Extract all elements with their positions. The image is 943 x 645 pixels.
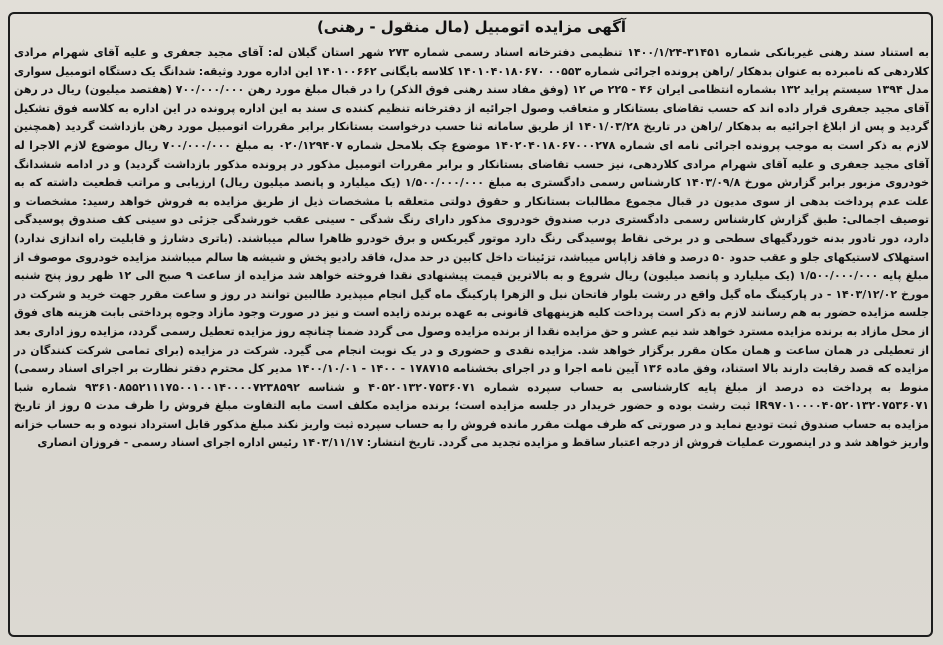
notice-body-paragraph: به استناد سند رهنی غیربانکی شماره ۳۱۴۵۱-۱۴۰۰/۱/۲۴ تنظیمی دفترخانه اسناد رسمی شماره ۲۷۳ شهر استان گیلان له: آقای مجید جعفری و علیه آقای شهرام مرادی کلاردهی که نامبرده به عنوان بدهکار /راهن پرونده اجرائی شماره ۰۰۵۵۳ ۱۴۰۱۰۴۰۱۸۰۶۷۰ کلاسه بایگانی ۱۴۰۱۰۰۶۶۲ این اداره مورد وثیقه: شدانگ یک دستگاه اتومبیل سواری مدل ۱۳۹۴ سیستم پراید ۱۳۲ بشماره انتظامی ایران ۴۶ - ۲۲۵ ص ۱۲ (وفق مفاد سند رهنی فوق الذکر) را در قبال مبلغ مورد رهن ۷۰۰/۰۰۰/۰۰۰ (هفتصد میلیون) ریال در رهن آقای مجید جعفری قرار داده اند که حسب تقاضای بستانکار و متعاقب وصول اجرائیه از دفترخانه تنظیم کننده ی سند به این اداره پرونده در این اداره به کلاسه فوق تشکیل گردید و پس از ابلاغ اجرائیه به بدهکار /راهن در تاریخ ۱۴۰۱/۰۳/۲۸ از طریق سامانه ثنا حسب درخواست بستانکار برابر مقررات اتومبیل مورد رهن بازداشت گردید (همچنین لازم به ذکر است به موجب پرونده اجرائی نامه ای شماره ۱۴۰۲۰۴۰۱۸۰۶۷۰۰۰۲۷۸ موضوع چک بلامحل شماره ۰۲۰/۱۲۹۴۰۷ به مبلغ ۷۰۰/۰۰۰/۰۰۰ ریال موضوع لازم الاجرا له آقای مجید جعفری و علیه آقای شهرام مرادی کلاردهی، نیز حسب تقاضای بستانکار و برابر مقررات اتومبیل مذکور در پرونده مذکور بازداشت گردید) و در ادامه ششدانگ خودروی مزبور برابر گزارش مورخ ۱۴۰۳/۰۹/۸ کارشناس رسمی دادگستری به مبلغ ۱/۵۰۰/۰۰۰/۰۰۰ (یک میلیارد و پانصد میلیون ریال) ارزیابی و مراتب قطعیت داشته که به علت عدم پرداخت بدهی از سوی مدیون در قبال مجموع مطالبات بستانکار و حقوق دولتی متعلقه با مشخصات ذیل از طریق مزایده به فروش خواهد رسید: مشخصات و توصیف اجمالی: طبق گزارش کارشناس رسمی دادگستری درب صندوق خودروی مذکور دارای رنگ شدگی - سینی عقب خورشدگی جزئی دو سینی کف صندوق پوسیدگی دارد، دور تادور بدنه خوردگیهای سطحی و در برخی نقاط پوسیدگی رنگ دارد موتور گیربکس و برق خودرو ظاهرا سالم میباشند. (باتری دشارژ و قابلیت راه اندازی ندارد) استهلاک لاستیکهای جلو و عقب حدود ۵۰ درصد و فاقد زاپاس میباشد، تزئینات داخل کابین در حد مدل، فاقد رادیو پخش و شیشه ها سالم میباشند مزایده خودروی موصوف از مبلغ پایه ۱/۵۰۰/۰۰۰/۰۰۰ (یک میلیارد و پانصد میلیون) ریال شروع و به بالاترین قیمت پیشنهادی نقدا فروخته خواهد شد مزایده از ساعت ۹ صبح الی ۱۲ ظهر روز پنج شنبه مورخ ۱۴۰۳/۱۲/۰۲ - در پارکینگ ماه گیل واقع در رشت بلوار فاتحان نبل و الزهرا پارکینگ ماه گیل انجام میپذیرد طالبین توانند در روز و ساعت مقرر جهت خرید و شرکت در جلسه مزایده حضور به هم رسانند لازم به ذکر است پرداخت کلیه هزینههای قانونی به عهده برنده زایده است و نیز در صورت وجود مازاد وجوه پرداختی بابت هزینه های فوق از محل مازاد به برنده مزایده مسترد خواهد شد نیم عشر و حق مزایده نقدا از برنده مزایده وصول می گردد ضمنا چنانچه روز مزایده تعطیل رسمی گردد، مزایده روز اداری بعد از تعطیلی در همان ساعت و همان مکان مقرر برگزار خواهد شد. مزایده نقدی و حضوری و در یک نوبت انجام می گیرد. شرکت در مزایده (برای تمامی شرکت کنندگان در مزایده که قصد رقابت دارند بالا استناد، وفق ماده ۱۳۶ آیین نامه اجرا و در اجرای بخشنامه ۱۷۸۷۱۵ - ۱۴۰۰ - ۱۴۰۰/۱۰/۰۱ مدیر کل محترم دفتر نظارت بر اجرای اسناد رسمی) منوط به پرداخت ده درصد از مبلغ پایه کارشناسی به حساب سپرده شماره ۴۰۵۲۰۱۳۲۰۷۵۳۶۰۷۱ و شناسه ۹۳۶۱۰۸۵۵۲۱۱۱۷۵۰۰۱۰۰۱۴۰۰۰۰۷۲۳۸۵۹۲ شماره شبا IR۹۷۰۱۰۰۰۰۴۰۵۲۰۱۳۲۰۷۵۳۶۰۷۱ ثبت رشت بوده و حضور خریدار در جلسه مزایده است؛ برنده مزایده مکلف است مابه التفاوت مبلغ فروش را ظرف مدت ۵ روز از تاریخ مزایده به حساب صندوق ثبت تودیع نماید و در صورتی که ظرف مهلت مقرر مانده فروش را به حساب سپرده ثبت واریز نکند مبلغ مذکور قابل استرداد نبوده و به حساب خزانه واریز خواهد شد و در اینصورت عملیات فروش از درجه اعتبار ساقط و مزایده تجدید می گردد. تاریخ انتشار: ۱۴۰۳/۱۱/۱۷ رئیس اداره اجرای اسناد رسمی - فروزان انصاری bbox=[14, 46, 930, 450]
notice-title: آگهی مزایده اتومبیل (مال منقول - رهنی) bbox=[316, 18, 627, 36]
notice-body bbox=[14, 44, 929, 453]
